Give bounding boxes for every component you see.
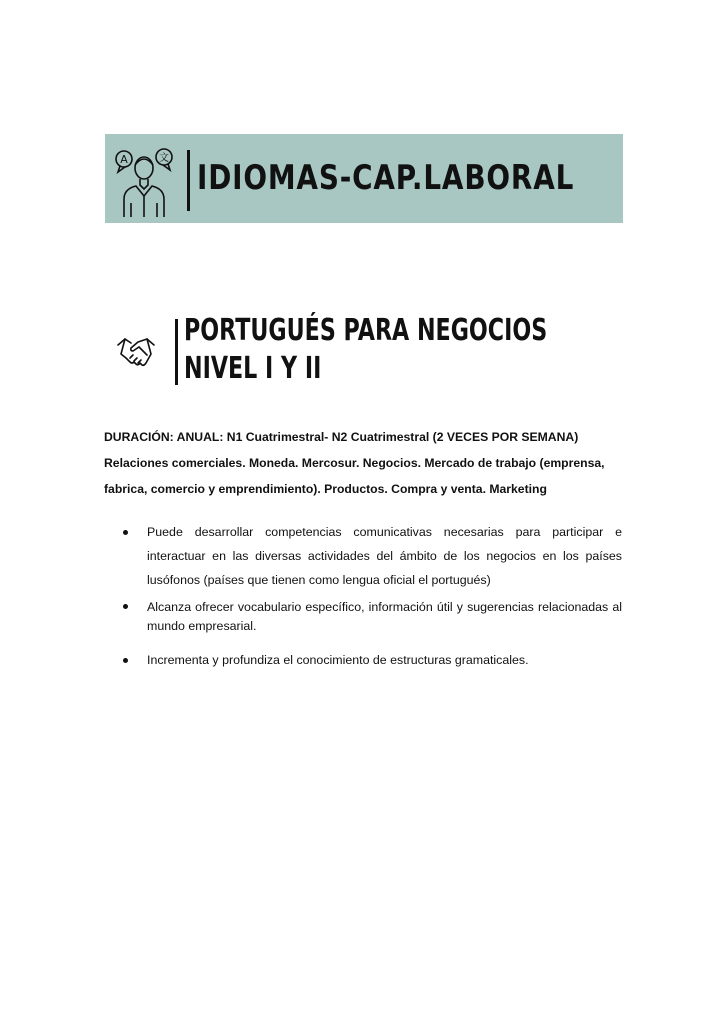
course-info [104, 424, 624, 502]
bullet-text: Puede desarrollar competencias comunicativas necesarias para participar e interactuar en las diversas actividades del ámbito de los negocios en los países lusófonos (países que tienen como lengua oficial el portugués) [147, 525, 622, 587]
bubble-glyph: 文 [159, 153, 169, 164]
bubble-letter-a: A [120, 153, 128, 166]
course-divider [175, 319, 178, 385]
banner-title: IDIOMAS-CAP.LABORAL [197, 158, 575, 198]
topics-line-2: fabrica, comercio y emprendimiento). Productos. Compra y venta. Marketing [104, 482, 547, 496]
bullet-dot [123, 658, 128, 663]
header-banner [105, 134, 623, 223]
banner-divider [187, 150, 190, 211]
list-item [104, 520, 622, 592]
bullet-list [104, 520, 622, 676]
course-title-line1: PORTUGUÉS PARA NEGOCIOS [184, 313, 548, 348]
bullet-dot [123, 530, 128, 535]
course-title-line2: NIVEL I Y II [184, 351, 322, 386]
translator-person-icon [114, 141, 174, 217]
list-item [104, 596, 622, 636]
list-item [104, 648, 622, 672]
topics-line-1: Relaciones comerciales. Moneda. Mercosur. Negocios. Mercado de trabajo (emprensa, [104, 456, 605, 470]
bullet-text: Incrementa y profundiza el conocimiento de estructuras gramaticales. [147, 653, 529, 667]
handshake-icon [116, 330, 156, 370]
bullet-text: Alcanza ofrecer vocabulario específico, información útil y sugerencias relacionadas al mundo empresarial. [147, 600, 622, 633]
bullet-dot [123, 604, 128, 609]
course-title [184, 312, 547, 388]
duration-text: DURACIÓN: ANUAL: N1 Cuatrimestral- N2 Cuatrimestral (2 VECES POR SEMANA) [104, 430, 579, 444]
